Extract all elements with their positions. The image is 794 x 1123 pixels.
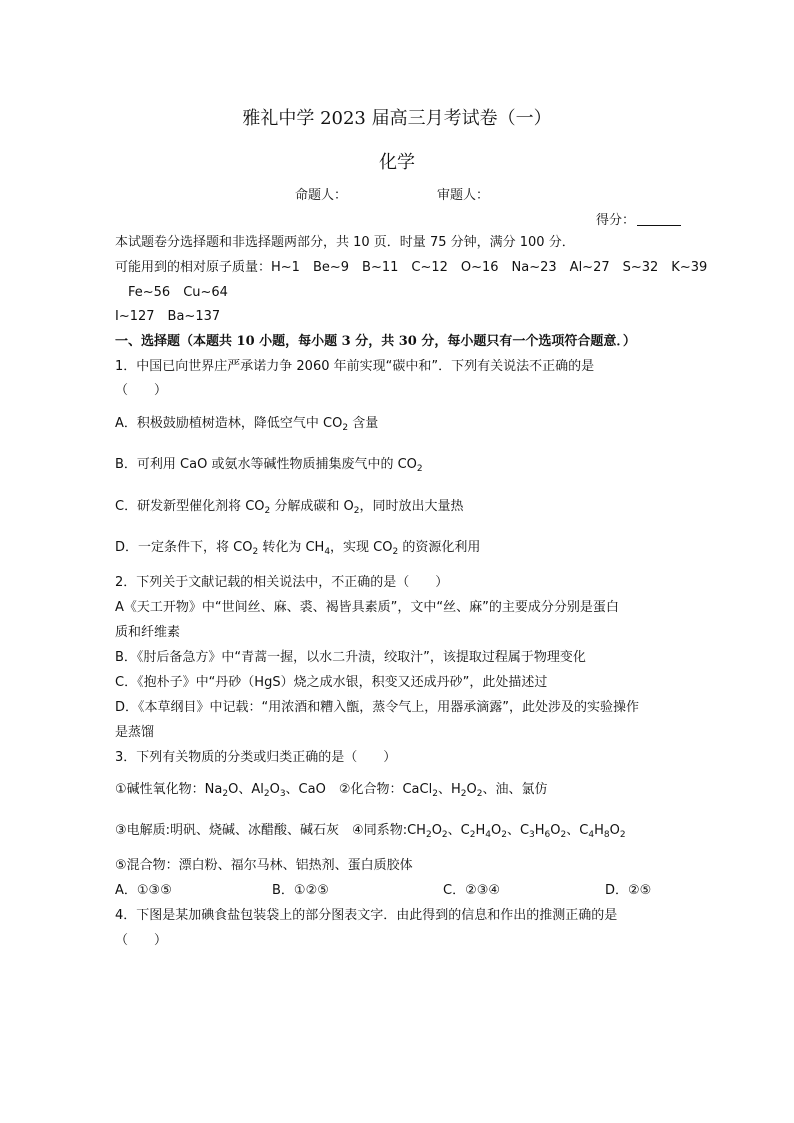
q1-option-a: A．积极鼓励植树造林，降低空气中 $CO_2$ 含量 bbox=[115, 416, 379, 433]
subject-title: 化学 bbox=[379, 152, 415, 173]
q3-statement-1-2: ①碱性氧化物：$Na_2O$、$Al_2O_3$、CaO ②化合物：CaCl$_2$、$H_2O_2$、油、氯仿 bbox=[115, 782, 548, 799]
intro-line-1: 本试题卷分选择题和非选择题两部分，共 10 页．时量 75 分钟，满分 100 分． bbox=[115, 235, 575, 250]
q1-option-d: D．一定条件下，将 $CO_2$ 转化为 $CH_4$，实现 $CO_2$ 的资源化利用 bbox=[115, 540, 481, 557]
score-label: 得分： bbox=[596, 213, 636, 228]
reviewer-label: 审题人： bbox=[437, 188, 490, 203]
intro-line-3: Fe~56 Cu~64 bbox=[128, 285, 228, 300]
setter-label: 命题人： bbox=[295, 188, 348, 203]
q3-stem: 3．下列有关物质的分类或归类正确的是（ ） bbox=[115, 750, 397, 765]
q3-option-b: B．①②⑤ bbox=[272, 883, 329, 898]
q2-option-c: C．《抱朴子》中“丹砂（HgS）烧之成水银，积变又还成丹砂”，此处描述过 bbox=[115, 675, 548, 690]
section-heading: 一、选择题（本题共 10 小题，每小题 3 分，共 30 分，每小题只有一个选项符合题意．） bbox=[115, 334, 636, 349]
score-blank[interactable] bbox=[637, 212, 681, 226]
q2-stem: 2．下列关于文献记载的相关说法中，不正确的是（ ） bbox=[115, 575, 449, 590]
q3-option-d: D．②⑤ bbox=[605, 883, 652, 898]
q2-option-a-line2: 质和纤维素 bbox=[115, 625, 181, 640]
intro-line-4: I~127 Ba~137 bbox=[115, 309, 221, 324]
q2-option-d-line2: 是蒸馏 bbox=[115, 725, 155, 740]
score-field bbox=[596, 209, 681, 228]
intro-line-2: 可能用到的相对原子质量：H~1 Be~9 B~11 C~12 O~16 Na~23 Al~27 S~32 K~39 bbox=[115, 260, 708, 275]
q2-option-a-line1: A《天工开物》中“世间丝、麻、裘、褐皆具素质”，文中“丝、麻”的主要成分分别是蛋白 bbox=[115, 600, 619, 615]
q3-option-a: A．①③⑤ bbox=[115, 883, 172, 898]
q1-stem: 1．中国已向世界庄严承诺力争 2060 年前实现“碳中和”．下列有关说法不正确的是 bbox=[115, 359, 595, 374]
q3-statement-3-4: ③电解质:明矾、烧碱、冰醋酸、碱石灰 ④同系物$:CH_2O_2$、$C_2H_4O_2$、$C_3H_6O_2$、$C_4H_8O_2$ bbox=[115, 823, 626, 840]
q3-statement-5: ⑤混合物：漂白粉、福尔马林、铝热剂、蛋白质胶体 bbox=[115, 858, 413, 873]
q1-paren: （ ） bbox=[115, 383, 168, 398]
q1-option-b: B．可利用 CaO 或氨水等碱性物质捕集废气中的 $CO_2$ bbox=[115, 457, 423, 474]
q4-stem: 4．下图是某加碘食盐包装袋上的部分图表文字．由此得到的信息和作出的推测正确的是 bbox=[115, 908, 618, 923]
q4-paren: （ ） bbox=[115, 933, 168, 948]
q2-option-d-line1: D．《本草纲目》中记载：“用浓酒和糟入甑，蒸令气上，用器承滴露”，此处涉及的实验操作 bbox=[115, 700, 639, 715]
authors-line bbox=[295, 184, 489, 203]
exam-title: 雅礼中学 2023 届高三月考试卷（一） bbox=[242, 108, 552, 129]
q1-option-c: C．研发新型催化剂将 $CO_2$ 分解成碳和 $O_2$，同时放出大量热 bbox=[115, 499, 464, 516]
q3-option-c: C．②③④ bbox=[443, 883, 501, 898]
q2-option-b: B．《肘后备急方》中“青蒿一握，以水二升渍，绞取汁”，该提取过程属于物理变化 bbox=[115, 650, 586, 665]
